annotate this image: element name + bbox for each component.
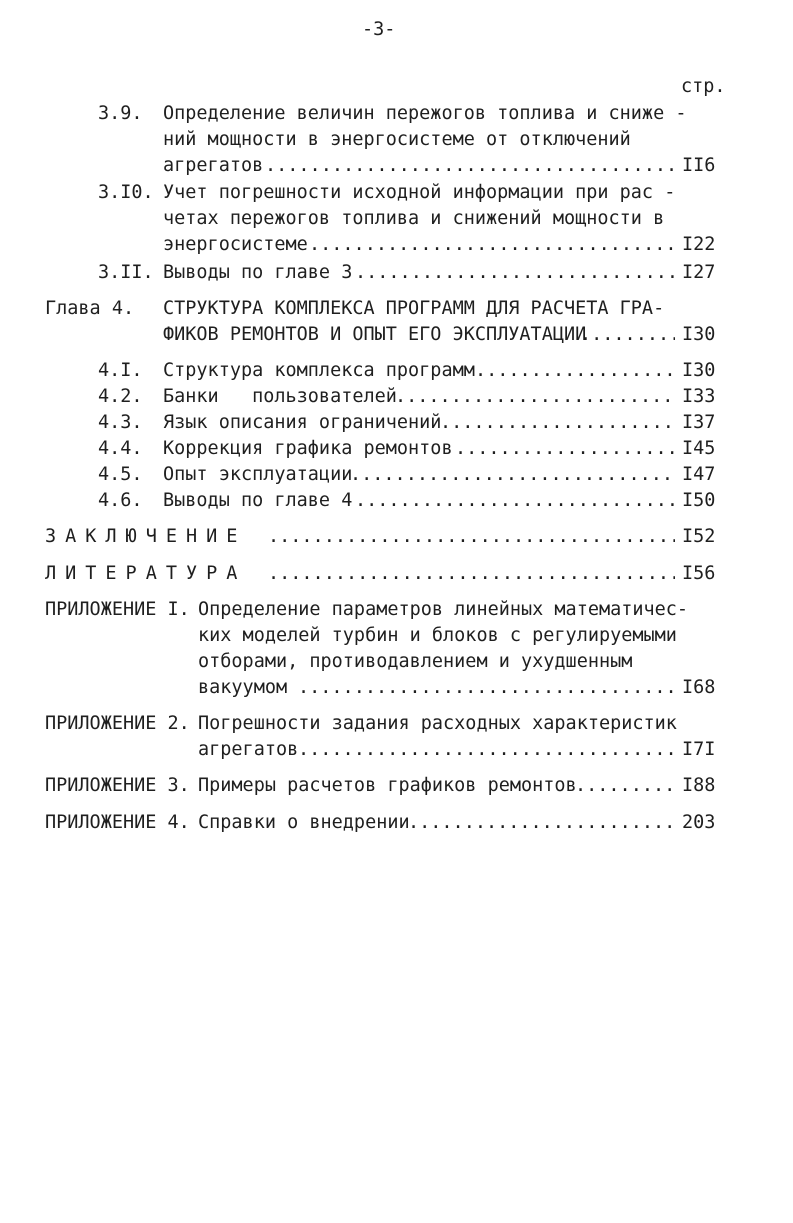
page-column-label: стр. bbox=[681, 76, 726, 97]
toc-entry-title-line: Коррекция графика ремонтов bbox=[163, 438, 453, 459]
dot-leader bbox=[298, 737, 675, 763]
toc-entry-number: 3.I0. bbox=[98, 182, 154, 203]
dot-leader bbox=[575, 773, 675, 799]
toc-entry-number: 4.6. bbox=[98, 490, 143, 511]
toc-entry-title-line: Структура комплекса программ bbox=[163, 360, 475, 381]
toc-entry-number: 4.4. bbox=[98, 438, 143, 459]
dot-leader bbox=[580, 322, 675, 348]
toc-page-number: I27 bbox=[682, 262, 716, 283]
toc-page-number: I50 bbox=[682, 490, 716, 511]
literature-title: ЛИТЕРАТУРА bbox=[45, 563, 247, 584]
toc-entry-title-line: Язык описания ограничений bbox=[163, 412, 442, 433]
dot-leader bbox=[455, 436, 675, 462]
chapter-title-line: СТРУКТУРА КОМПЛЕКСА ПРОГРАММ ДЛЯ РАСЧЕТА ГРА- bbox=[163, 298, 665, 319]
dot-leader bbox=[268, 561, 675, 587]
toc-entry-title-line: Выводы по главе 3 bbox=[163, 262, 353, 283]
toc-entry-title-line: агрегатов bbox=[163, 155, 264, 176]
toc-page-number: I7I bbox=[682, 739, 716, 760]
dot-leader bbox=[475, 358, 675, 384]
toc-page-number: II6 bbox=[682, 155, 716, 176]
dot-leader bbox=[268, 524, 675, 550]
toc-entry-title-line: Выводы по главе 4 bbox=[163, 490, 353, 511]
toc-entry-number: 3.II. bbox=[98, 262, 154, 283]
toc-entry-title-line: Банки пользователей bbox=[163, 386, 397, 407]
appendix-label: ПРИЛОЖЕНИЕ 4. bbox=[45, 812, 190, 833]
page-number: -3- bbox=[362, 19, 396, 40]
dot-leader bbox=[355, 260, 675, 286]
dot-leader bbox=[395, 384, 675, 410]
toc-page-number: 203 bbox=[682, 812, 716, 833]
toc-entry-title-line: Определение величин пережогов топлива и сниже - bbox=[163, 103, 687, 124]
toc-page-number: I30 bbox=[682, 360, 716, 381]
appendix-title-line: Определение параметров линейных математичес- bbox=[198, 599, 689, 620]
chapter-label: Глава 4. bbox=[45, 298, 135, 319]
appendix-title-line: агрегатов bbox=[198, 739, 299, 760]
toc-entry-title-line: энергосистеме bbox=[163, 234, 308, 255]
toc-entry-title-line: ний мощности в энергосистеме от отключений bbox=[163, 129, 631, 150]
toc-entry-title-line: Учет погрешности исходной информации при рас - bbox=[163, 182, 676, 203]
dot-leader bbox=[265, 153, 675, 179]
dot-leader bbox=[309, 232, 675, 258]
dot-leader bbox=[298, 675, 675, 701]
toc-entry-title-line: Опыт эксплуатации bbox=[163, 464, 353, 485]
appendix-label: ПРИЛОЖЕНИЕ 3. bbox=[45, 775, 190, 796]
toc-page-number: I22 bbox=[682, 234, 716, 255]
toc-page-number: I56 bbox=[682, 563, 716, 584]
toc-entry-number: 3.9. bbox=[98, 103, 143, 124]
conclusion-title: ЗАКЛЮЧЕНИЕ bbox=[45, 526, 247, 547]
appendix-title-line: Справки о внедрении bbox=[198, 812, 410, 833]
appendix-title-line: отборами, противодавлением и ухудшенным bbox=[198, 651, 633, 672]
appendix-title-line: ких моделей турбин и блоков с регулируемыми bbox=[198, 625, 677, 646]
dot-leader bbox=[440, 410, 675, 436]
appendix-title-line: вакуумом bbox=[198, 677, 288, 698]
dot-leader bbox=[408, 810, 675, 836]
dot-leader bbox=[350, 462, 675, 488]
toc-entry-number: 4.3. bbox=[98, 412, 143, 433]
toc-page-number: I68 bbox=[682, 677, 716, 698]
appendix-label: ПРИЛОЖЕНИЕ I. bbox=[45, 599, 190, 620]
dot-leader bbox=[355, 488, 675, 514]
toc-page-number: I52 bbox=[682, 526, 716, 547]
toc-page-number: I33 bbox=[682, 386, 716, 407]
toc-page-number: I88 bbox=[682, 775, 716, 796]
toc-page-number: I30 bbox=[682, 324, 716, 345]
chapter-title-line: ФИКОВ РЕМОНТОВ И ОПЫТ ЕГО ЭКСПЛУАТАЦИИ bbox=[163, 324, 587, 345]
toc-entry-number: 4.5. bbox=[98, 464, 143, 485]
toc-page-number: I37 bbox=[682, 412, 716, 433]
toc-entry-number: 4.I. bbox=[98, 360, 143, 381]
appendix-label: ПРИЛОЖЕНИЕ 2. bbox=[45, 713, 190, 734]
toc-entry-title-line: четах пережогов топлива и снижений мощности в bbox=[163, 208, 665, 229]
appendix-title-line: Примеры расчетов графиков ремонтов bbox=[198, 775, 577, 796]
appendix-title-line: Погрешности задания расходных характеристик bbox=[198, 713, 677, 734]
toc-page-number: I47 bbox=[682, 464, 716, 485]
toc-entry-number: 4.2. bbox=[98, 386, 143, 407]
toc-page-number: I45 bbox=[682, 438, 716, 459]
